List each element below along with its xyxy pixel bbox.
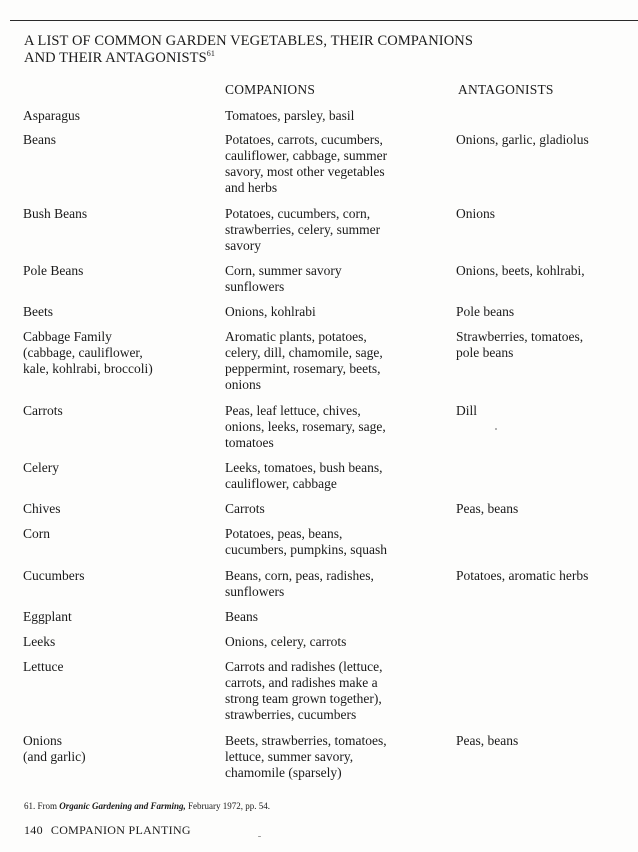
vegetable-cell: Beans (23, 132, 56, 147)
antagonists-cell: Potatoes, aromatic herbs (456, 568, 589, 583)
companions-cell: Leeks, tomatoes, bush beans, cauliflower, cabbage (225, 460, 383, 491)
antagonists-column-header: ANTAGONISTS (458, 82, 554, 97)
footnote-source: Organic Gardening and Farming, (59, 801, 186, 811)
companions-cell: Onions, celery, carrots (225, 634, 347, 649)
page-number: 140 (24, 823, 43, 837)
companions-cell: Beans, corn, peas, radishes, sunflowers (225, 568, 374, 599)
vegetable-cell: Eggplant (23, 609, 72, 624)
vegetable-cell: Lettuce (23, 659, 64, 674)
vegetable-cell: Cucumbers (23, 568, 85, 583)
vegetable-cell: Carrots (23, 403, 63, 418)
vegetable-cell: Leeks (23, 634, 56, 649)
footnote-reference: 61 (206, 49, 215, 58)
antagonists-cell: Onions, garlic, gladiolus (456, 132, 589, 147)
companions-cell: Beans (225, 609, 258, 624)
running-head: COMPANION PLANTING (50, 823, 191, 837)
title-line-2 (24, 50, 584, 67)
companions-cell: Potatoes, cucumbers, corn, strawberries, celery, summer savory (225, 206, 381, 253)
title-line-2-text: AND THEIR ANTAGONISTS (24, 50, 207, 66)
title-line-1: A LIST OF COMMON GARDEN VEGETABLES, THEIR COMPANIONS (24, 33, 474, 49)
companions-cell: Carrots (225, 501, 265, 516)
vegetable-cell: Beets (23, 304, 53, 319)
companions-column-header: COMPANIONS (225, 82, 316, 97)
companions-cell: Carrots and radishes (lettuce, carrots, and radishes make a strong team grown together), strawberries, cucumbers (225, 659, 383, 722)
vegetable-cell: Onions (and garlic) (23, 733, 86, 764)
vegetable-cell: Bush Beans (23, 206, 88, 221)
scan-speck (495, 428, 497, 430)
antagonists-cell: Peas, beans (456, 733, 519, 748)
page-folio (24, 823, 191, 837)
antagonists-cell: Peas, beans (456, 501, 519, 516)
scan-speck (258, 836, 261, 837)
companions-cell: Corn, summer savory sunflowers (225, 263, 342, 294)
vegetable-cell: Pole Beans (23, 263, 84, 278)
companions-cell: Beets, strawberries, tomatoes, lettuce, summer savory, chamomile (sparsely) (225, 733, 387, 780)
vegetable-cell: Celery (23, 460, 59, 475)
table-title (24, 33, 584, 67)
companions-cell: Peas, leaf lettuce, chives, onions, leeks, rosemary, sage, tomatoes (225, 403, 386, 450)
vegetable-cell: Corn (23, 526, 50, 541)
companions-cell: Potatoes, carrots, cucumbers, cauliflower, cabbage, summer savory, most other vegetables and herbs (225, 132, 388, 195)
footnote-suffix: February 1972, pp. 54. (185, 801, 271, 811)
antagonists-cell: Pole beans (456, 304, 515, 319)
antagonists-cell: Onions, beets, kohlrabi, (456, 263, 585, 278)
companions-cell: Onions, kohlrabi (225, 304, 316, 319)
footnote (24, 801, 270, 812)
vegetable-cell: Cabbage Family (cabbage, cauliflower, kale, kohlrabi, broccoli) (23, 329, 153, 376)
companions-cell: Potatoes, peas, beans, cucumbers, pumpkins, squash (225, 526, 387, 557)
top-rule (10, 20, 638, 21)
companions-cell: Aromatic plants, potatoes, celery, dill, chamomile, sage, peppermint, rosemary, beets, onions (225, 329, 383, 392)
companions-cell: Tomatoes, parsley, basil (225, 108, 355, 123)
antagonists-cell: Strawberries, tomatoes, pole beans (456, 329, 584, 360)
antagonists-cell: Dill (456, 403, 478, 418)
vegetable-cell: Chives (23, 501, 61, 516)
footnote-prefix: 61. From (24, 801, 60, 811)
vegetable-cell: Asparagus (23, 108, 80, 123)
antagonists-cell: Onions (456, 206, 496, 221)
